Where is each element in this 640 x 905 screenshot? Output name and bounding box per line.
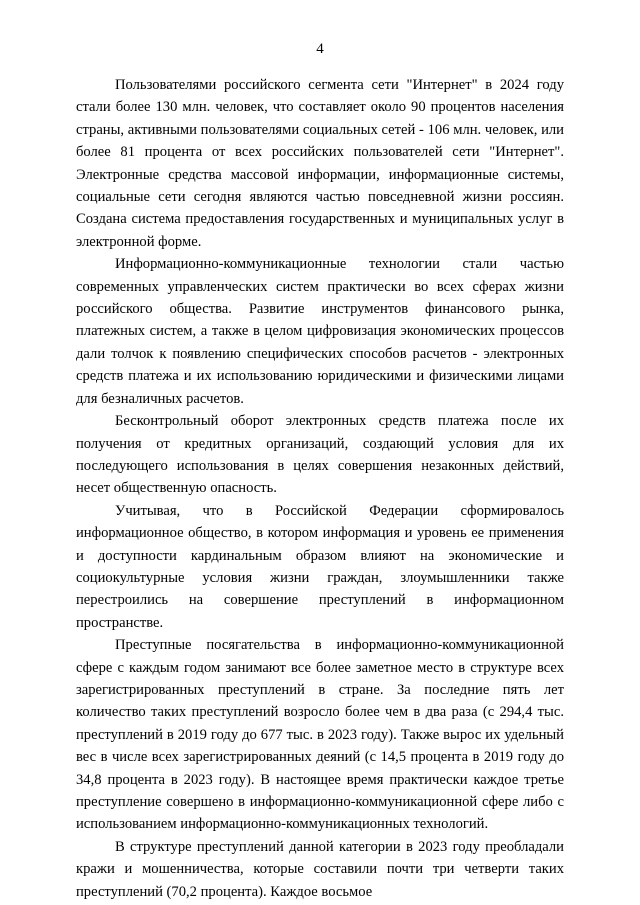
paragraph-ict-financial: Информационно-коммуникационные технологии стали частью современных управленческих систем практически во всех сферах жизни российского общества. Развитие инструментов финансового рынка, платежных систем, а также в целом цифровизация экономических процессов дали толчок к появлению специфических способов расчетов - электронных средств платежа и их использованию юридическими и физическими лицами для безналичных расчетов.	[76, 256, 564, 407]
paragraph-internet-users: Пользователями российского сегмента сети "Интернет" в 2024 году стали более 130 млн. человек, что составляет около 90 процентов населения страны, активными пользователями социальных сетей - 106 млн. человек, или более 81 процента от всех российских пользователей сети "Интернет". Электронные средства массовой информации, информационные системы, социальные сети сегодня являются частью повседневной жизни россиян. Создана система предоставления государственных и муниципальных услуг в электронной форме.	[76, 77, 564, 250]
paragraph-crime-structure: В структуре преступлений данной категории в 2023 году преобладали кражи и мошенничества, которые составили почти три четверти таких преступлений (70,2 процента). Каждое восьмое	[76, 838, 564, 900]
paragraph-crime-statistics: Преступные посягательства в информационно-коммуникационной сфере с каждым годом занимают все более заметное место в структуре всех зарегистрированных преступлений в стране. За последние пять лет количество таких преступлений возросло более чем в два раза (с 294,4 тыс. преступлений в 2019 году до 677 тыс. в 2023 году). Также вырос их удельный вес в числе всех зарегистрированных деяний (с 14,5 процента в 2019 году до 34,8 процента в 2023 году). В настоящее время практически каждое третье преступление совершено в информационно-коммуникационной сфере либо с использованием информационно-коммуникационных технологий.	[76, 637, 564, 833]
page-number: 4	[316, 41, 324, 57]
document-body	[76, 74, 564, 903]
paragraph-uncontrolled-circulation: Бесконтрольный оборот электронных средств платежа после их получения от кредитных организаций, создающий условия для их последующего использования в целях совершения незаконных действий, несет общественную опасность.	[76, 413, 564, 497]
paragraph-information-society: Учитывая, что в Российской Федерации сформировалось информационное общество, в котором информация и уровень ее применения и доступности кардинальным образом влияют на экономические и социокультурные условия жизни граждан, злоумышленники также перестроились на совершение преступлений в информационном пространстве.	[76, 502, 564, 631]
